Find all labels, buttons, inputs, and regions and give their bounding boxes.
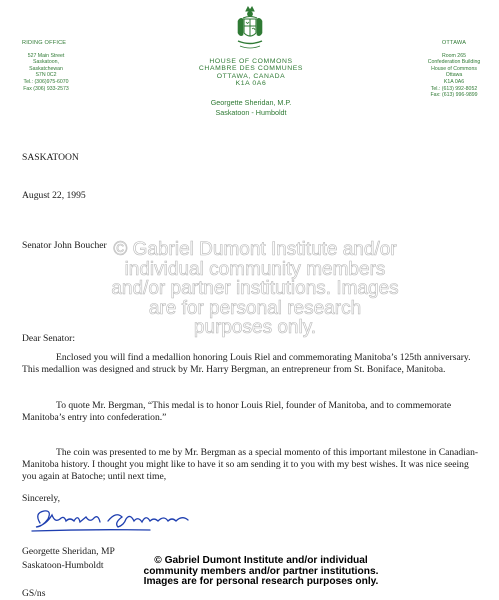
ottawa-office-line: Tel.: (613) 992-8052 <box>430 85 478 92</box>
riding-office-title: RIDING OFFICE <box>22 40 67 46</box>
address-line: OTTAWA, CANADA <box>216 72 286 80</box>
letter-salutation: Dear Senator: <box>22 333 76 344</box>
ottawa-office-line: Ottawa <box>445 72 463 79</box>
riding-office-block <box>22 40 70 92</box>
signer-riding: Saskatoon-Humboldt <box>22 560 104 571</box>
letter-paragraph: To quote Mr. Bergman, “This medal is to honor Louis Riel, founder of Manitoba, and to commemorate Manitoba’s entry into confederation.” <box>22 400 452 423</box>
ottawa-office-line: House of Commons <box>431 65 477 72</box>
letter-location: SASKATOON <box>22 152 79 163</box>
letter-paragraph: Enclosed you will find a medallion honoring Louis Riel and commemorating Manitoba’s 125th anniversary. This medallion was designed and struck by Mr. Harry Bergman, an entrepreneur from St. Boniface, Manitoba. <box>22 352 471 375</box>
letter-date: August 22, 1995 <box>22 190 86 201</box>
riding-office-line: Fax (306) 933-2573 <box>23 85 69 92</box>
address-line: K1A 0A6 <box>235 80 267 88</box>
letter-closing: Sincerely, <box>22 493 61 504</box>
ottawa-office-line: Confederation Building <box>427 59 481 66</box>
ottawa-office-line: K1A 0A6 <box>443 78 465 85</box>
copyright-watermark: © Gabriel Dumont Institute and/or individual community members and/or partner institutions. Images are for personal research purposes only. <box>111 239 399 338</box>
address-line: CHAMBRE DES COMMUNES <box>198 65 304 73</box>
coat-of-arms-icon <box>234 5 266 55</box>
member-name: Georgette Sheridan, M.P. <box>210 98 292 107</box>
signer-name: Georgette Sheridan, MP <box>22 546 115 557</box>
address-line: HOUSE OF COMMONS <box>209 58 293 65</box>
ottawa-office-line: Fax: (613) 996-9899 <box>430 92 478 99</box>
letter-recipient: Senator John Boucher <box>22 240 107 251</box>
house-of-commons-address <box>170 58 332 88</box>
member-info <box>170 98 332 117</box>
ottawa-office-title: OTTAWA <box>441 40 467 46</box>
ottawa-office-block <box>425 40 483 99</box>
signature-image <box>30 505 210 535</box>
riding-office-line: 527 Main Street <box>27 52 65 59</box>
member-riding: Saskatoon - Humboldt <box>215 107 287 117</box>
riding-office-line: S7N 0C2 <box>35 72 57 79</box>
ottawa-office-line: Room 265 <box>442 52 466 59</box>
footer-copyright-watermark: © Gabriel Dumont Institute and/or individual community members and/or partner institutions. Images are for personal research purposes only. <box>143 555 379 588</box>
riding-office-line: Tel.: (306)975-6070 <box>23 78 69 85</box>
letter-paragraph: The coin was presented to me by Mr. Bergman as a special momento of this important milestone in Canadian-Manitoba history. I thought you might like to have it so am sending it to you with my best wishes. It was nice seeing you again at Batoche; until next time, <box>22 447 479 482</box>
riding-office-line: Saskatoon, Saskatchewan <box>29 59 63 72</box>
typist-initials: GS/ns <box>22 588 46 599</box>
